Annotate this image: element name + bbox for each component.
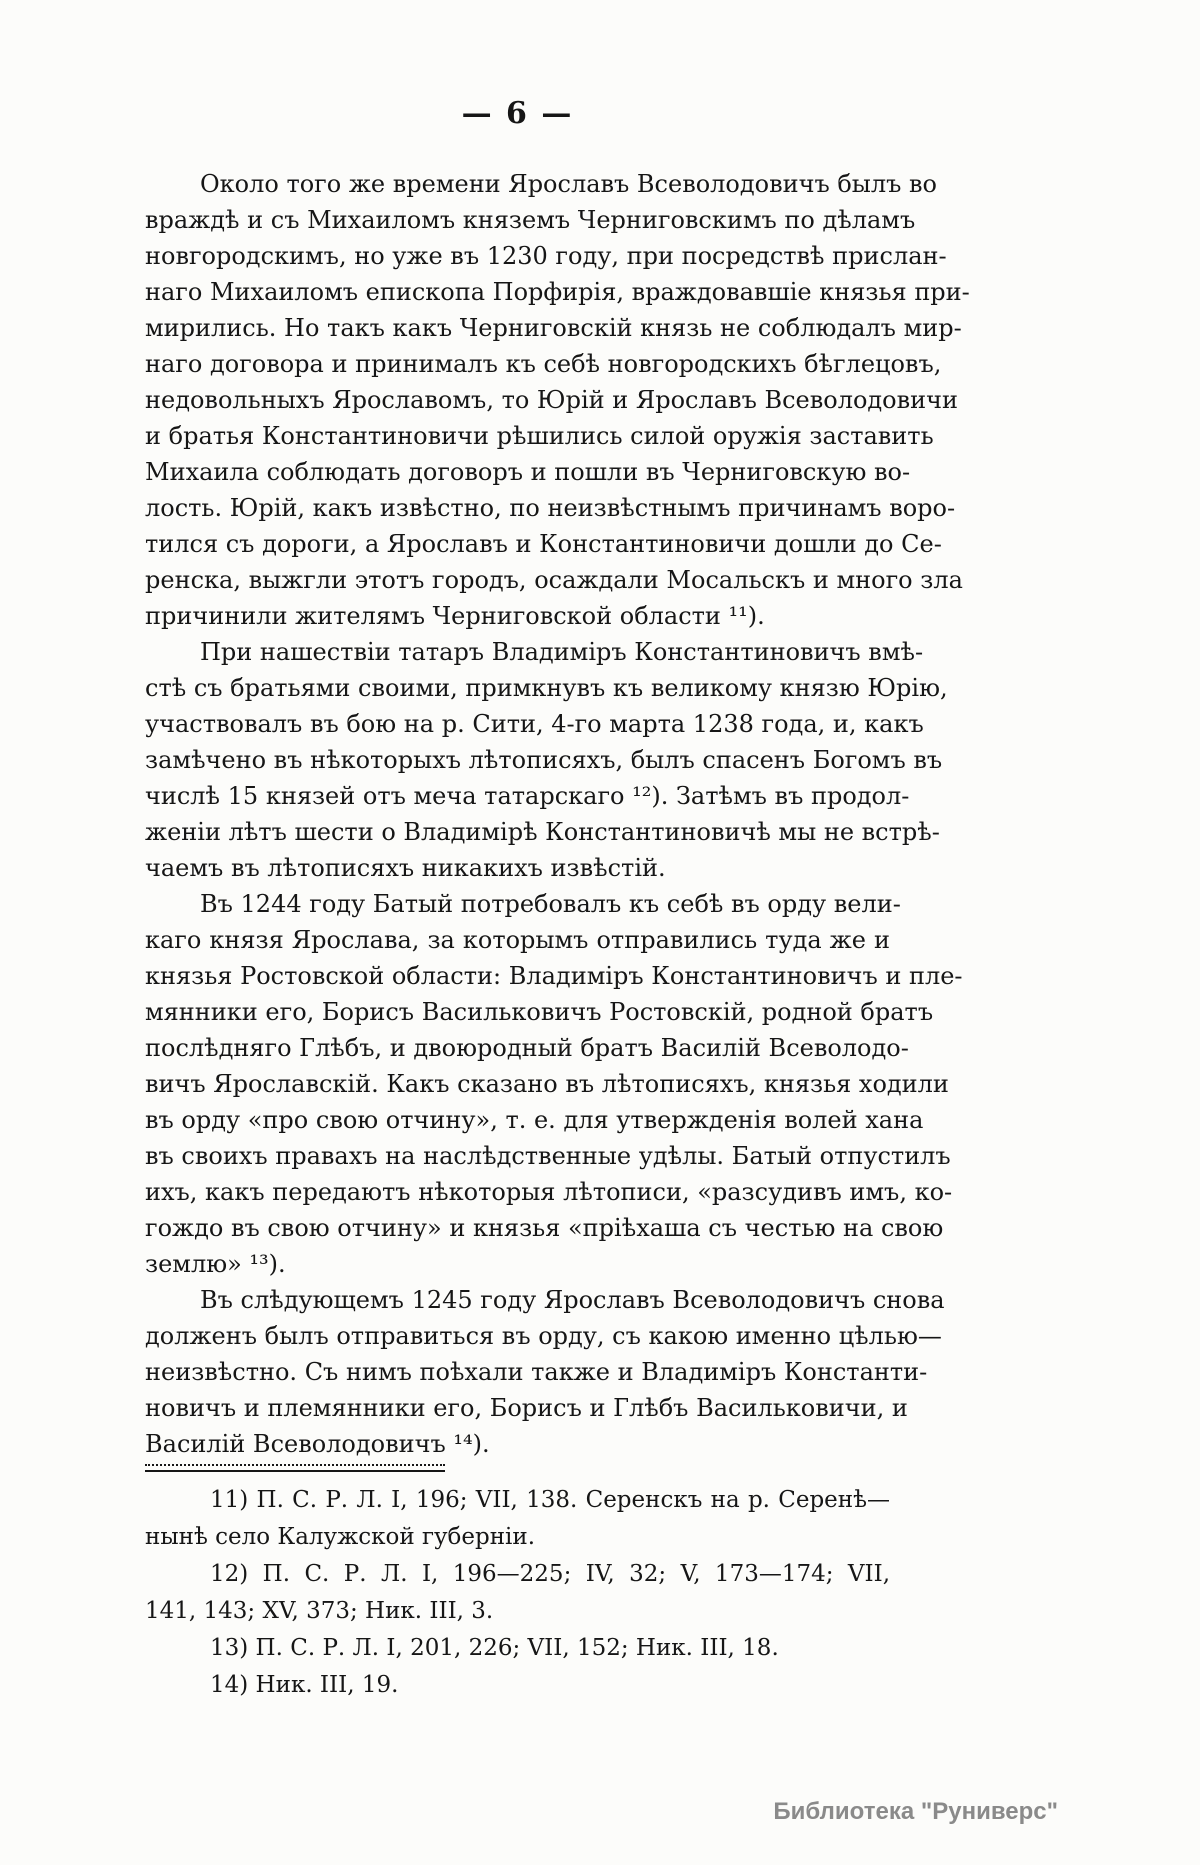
text-line: тился съ дороги, а Ярославъ и Константиновичи дошли до Се-: [145, 530, 942, 558]
footnote: [145, 1482, 890, 1556]
text-line: стѣ съ братьями своими, примкнувъ къ великому князю Юрію,: [145, 674, 948, 702]
text-line: При нашествіи татаръ Владиміръ Константиновичъ вмѣ-: [200, 638, 924, 666]
text-line: женіи лѣтъ шести о Владимірѣ Константиновичѣ мы не встрѣ-: [145, 818, 940, 846]
footnote-separator: [145, 1464, 445, 1472]
text-line: долженъ былъ отправиться въ орду, съ какою именно цѣлью—: [145, 1322, 942, 1350]
text-line: неизвѣстно. Съ нимъ поѣхали также и Владиміръ Константи-: [145, 1358, 928, 1386]
text-line: вичъ Ярославскій. Какъ сказано въ лѣтописяхъ, князья ходили: [145, 1070, 949, 1098]
text-line: причинили жителямъ Черниговской области ¹¹).: [145, 602, 765, 630]
text-line: и братья Константиновичи рѣшились силой оружія заставить: [145, 422, 934, 450]
text-line: Въ 1244 году Батый потребовалъ къ себѣ въ орду вели-: [200, 890, 901, 918]
text-line: Василій Всеволодовичъ ¹⁴).: [145, 1430, 490, 1458]
text-line: 12) П. С. Р. Л. I, 196—225; IV, 32; V, 173—174; VII,: [210, 1561, 890, 1587]
text-line: Въ слѣдующемъ 1245 году Ярославъ Всеволодовичъ снова: [200, 1286, 945, 1314]
text-line: ренска, выжгли этотъ городъ, осаждали Мосальскъ и много зла: [145, 566, 963, 594]
paragraph: [145, 166, 970, 634]
text-line: каго князя Ярослава, за которымъ отправились туда же и: [145, 926, 890, 954]
text-line: чаемъ въ лѣтописяхъ никакихъ извѣстій.: [145, 854, 666, 882]
text-line: лость. Юрій, какъ извѣстно, по неизвѣстнымъ причинамъ воро-: [145, 494, 956, 522]
text-line: гождо въ свою отчину» и князья «пріѣхаша съ честью на свою: [145, 1214, 944, 1242]
text-line: 13) П. С. Р. Л. I, 201, 226; VII, 152; Ник. III, 18.: [210, 1635, 779, 1661]
text-line: 14) Ник. III, 19.: [210, 1672, 399, 1698]
text-line: враждѣ и съ Михаиломъ княземъ Черниговскимъ по дѣламъ: [145, 206, 916, 234]
text-line: наго договора и принималъ къ себѣ новгородскихъ бѣглецовъ,: [145, 350, 942, 378]
text-line: мирились. Но такъ какъ Черниговскій князь не соблюдалъ мир-: [145, 314, 962, 342]
footnote: [145, 1630, 890, 1667]
text-line: мянники его, Борисъ Васильковичъ Ростовскій, родной братъ: [145, 998, 934, 1026]
page-number: — 6 —: [461, 96, 574, 131]
footnotes: [145, 1482, 890, 1704]
text-line: нынѣ село Калужской губерніи.: [145, 1524, 536, 1550]
text-line: участвовалъ въ бою на р. Сити, 4-го марта 1238 года, и, какъ: [145, 710, 924, 738]
text-line: недовольныхъ Ярославомъ, то Юрій и Ярославъ Всеволодовичи: [145, 386, 958, 414]
paragraph: [145, 634, 948, 886]
text-line: въ орду «про свою отчину», т. е. для утвержденія волей хана: [145, 1106, 924, 1134]
text-line: новгородскимъ, но уже въ 1230 году, при посредствѣ прислан-: [145, 242, 947, 270]
text-line: Около того же времени Ярославъ Всеволодовичъ былъ во: [200, 170, 938, 198]
text-line: наго Михаиломъ епископа Порфирія, враждовавшіе князья при-: [145, 278, 970, 306]
text-line: Михаила соблюдать договоръ и пошли въ Черниговскую во-: [145, 458, 911, 486]
paragraph: [145, 886, 963, 1282]
text-line: новичъ и племянники его, Борисъ и Глѣбъ Васильковичи, и: [145, 1394, 908, 1422]
text-line: 141, 143; XV, 373; Ник. III, 3.: [145, 1598, 494, 1624]
library-watermark: Библиотека "Руниверс": [773, 1798, 1058, 1825]
footnote: [145, 1556, 890, 1630]
text-line: ихъ, какъ передаютъ нѣкоторыя лѣтописи, «разсудивъ имъ, ко-: [145, 1178, 953, 1206]
text-line: числѣ 15 князей отъ меча татарскаго ¹²). Затѣмъ въ продол-: [145, 782, 910, 810]
text-line: землю» ¹³).: [145, 1250, 286, 1278]
paragraph: [145, 1282, 945, 1462]
text-line: замѣчено въ нѣкоторыхъ лѣтописяхъ, былъ спасенъ Богомъ въ: [145, 746, 943, 774]
text-line: послѣдняго Глѣбъ, и двоюродный братъ Василій Всеволодо-: [145, 1034, 909, 1062]
text-line: князья Ростовской области: Владиміръ Константиновичъ и пле-: [145, 962, 963, 990]
body-text: [145, 166, 970, 1462]
footnote: [145, 1667, 890, 1704]
text-line: 11) П. С. Р. Л. I, 196; VII, 138. Серенскъ на р. Серенѣ—: [210, 1487, 890, 1513]
text-line: въ своихъ правахъ на наслѣдственные удѣлы. Батый отпустилъ: [145, 1142, 951, 1170]
